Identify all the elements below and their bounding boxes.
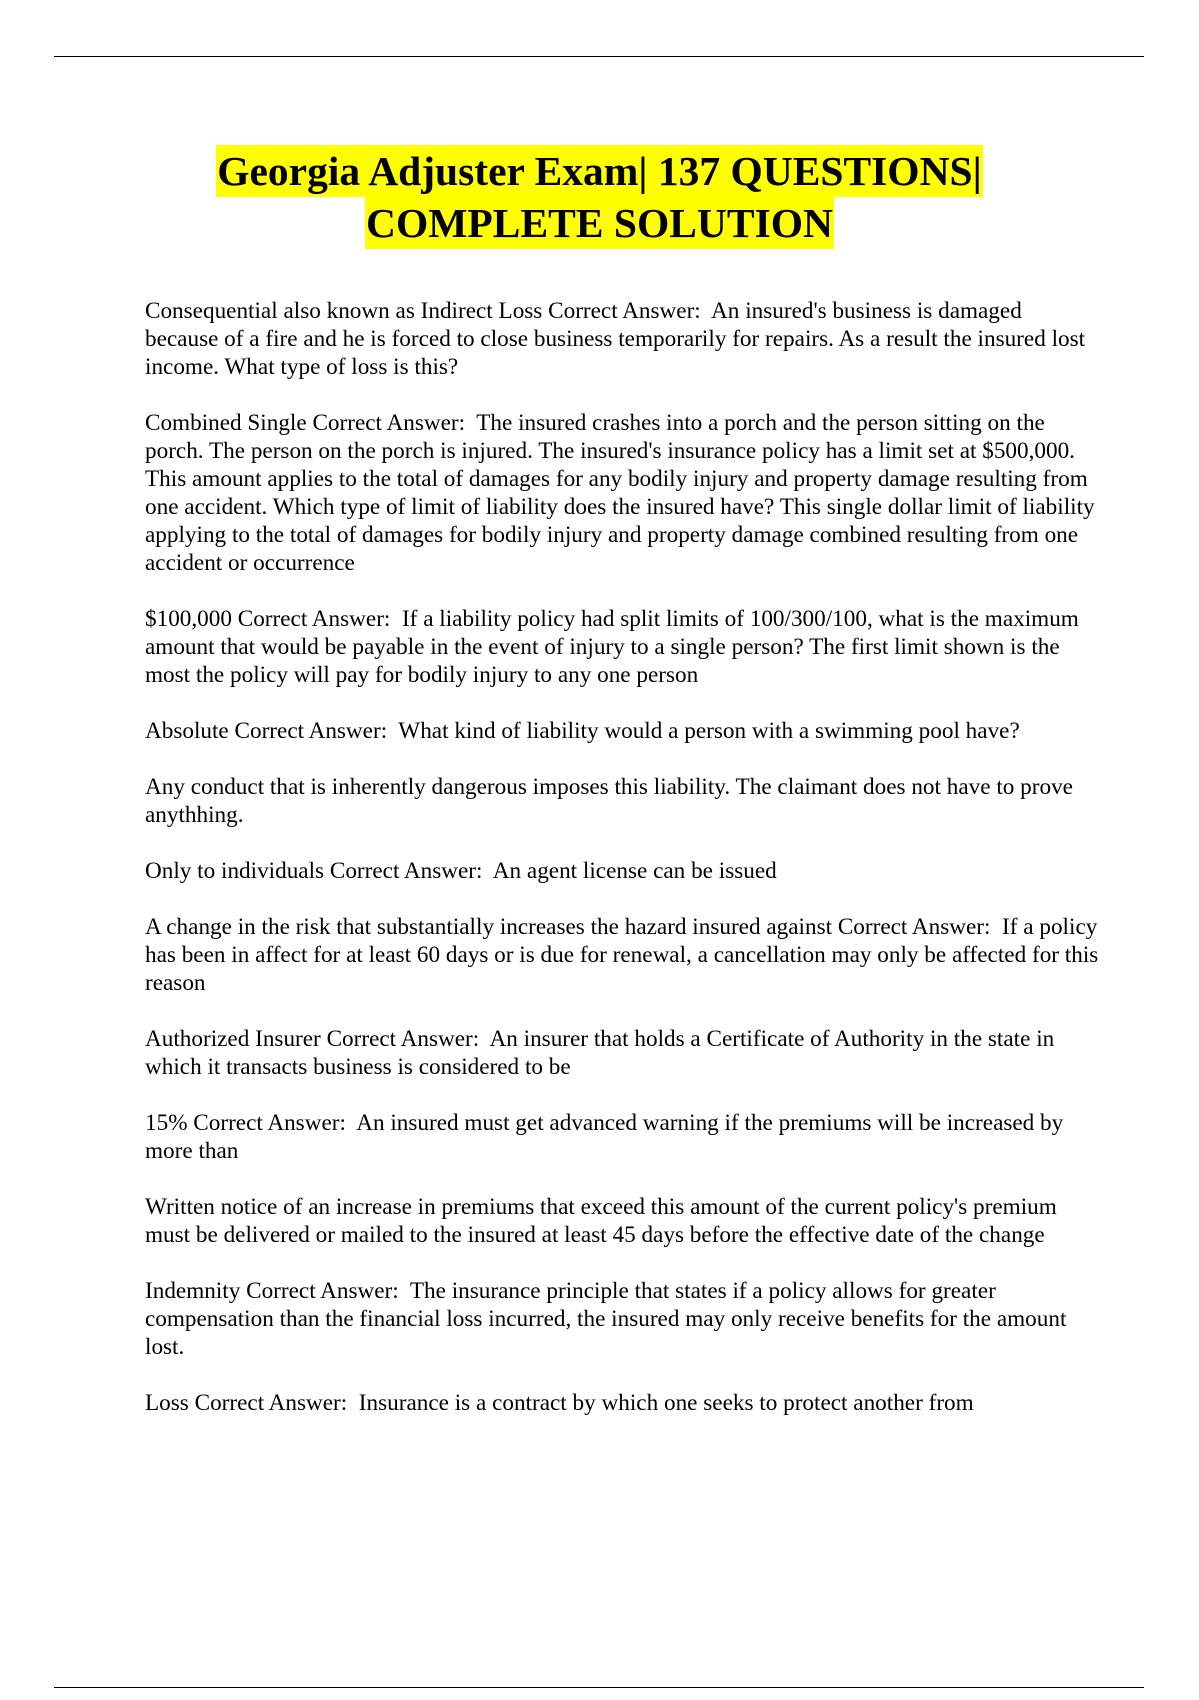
qa-paragraph: A change in the risk that substantially increases the hazard insured against Correct Answer: If a policy has been in affect for at least 60 days or is due for renewal, a cancellation may only be affected for this reason xyxy=(145,914,1105,996)
qa-paragraph: Any conduct that is inherently dangerous imposes this liability. The claimant does not have to prove anythhing. xyxy=(145,774,1079,828)
qa-paragraph: Indemnity Correct Answer: The insurance principle that states if a policy allows for greater compensation than the financial loss incurred, the insured may only receive benefits for the amount lost. xyxy=(145,1278,1073,1360)
qa-paragraph: Only to individuals Correct Answer: An agent license can be issued xyxy=(145,858,777,884)
document-body xyxy=(145,297,1105,1445)
qa-paragraph: $100,000 Correct Answer: If a liability policy had split limits of 100/300/100, what is the maximum amount that would be payable in the event of injury to a single person? The first limit shown is the most the policy will pay for bodily injury to any one person xyxy=(145,606,1085,688)
document-title xyxy=(0,145,1199,249)
qa-paragraph: Consequential also known as Indirect Loss Correct Answer: An insured's business is damaged because of a fire and he is forced to close business temporarily for repairs. As a result the insured lost income. What type of loss is this? xyxy=(145,298,1091,380)
qa-paragraph: 15% Correct Answer: An insured must get advanced warning if the premiums will be increased by more than xyxy=(145,1110,1070,1164)
qa-paragraph: Absolute Correct Answer: What kind of liability would a person with a swimming pool have? xyxy=(145,718,1020,744)
qa-paragraph: Combined Single Correct Answer: The insured crashes into a porch and the person sitting on the porch. The person on the porch is injured. The insured's insurance policy has a limit set at $500,000. This amount applies to the total of damages for any bodily injury and property damage resulting from one accident. Which type of limit of liability does the insured have? This single dollar limit of liability applying to the total of damages for bodily injury and property damage combined resulting from one accident or occurrence xyxy=(145,410,1101,576)
header-rule xyxy=(54,56,1144,57)
title-line-2: COMPLETE SOLUTION xyxy=(365,197,834,249)
qa-paragraph: Loss Correct Answer: Insurance is a contract by which one seeks to protect another from xyxy=(145,1390,974,1416)
title-line-1: Georgia Adjuster Exam| 137 QUESTIONS| xyxy=(216,145,983,197)
qa-paragraph: Written notice of an increase in premiums that exceed this amount of the current policy's premium must be delivered or mailed to the insured at least 45 days before the effective date of the change xyxy=(145,1194,1063,1248)
footer-rule xyxy=(54,1687,1144,1688)
qa-paragraph: Authorized Insurer Correct Answer: An insurer that holds a Certificate of Authority in the state in which it transacts business is considered to be xyxy=(145,1026,1061,1080)
